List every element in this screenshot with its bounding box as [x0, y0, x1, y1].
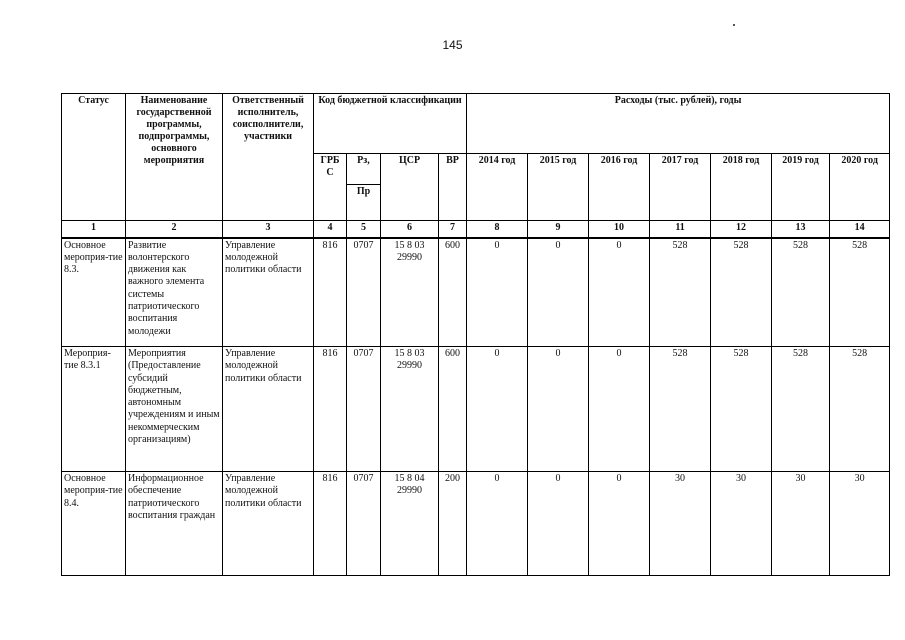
- row-value-2020: 528: [830, 238, 890, 347]
- header-year-2014: 2014 год: [467, 154, 528, 221]
- column-number: 1: [62, 221, 126, 238]
- row-vr: 600: [439, 347, 467, 472]
- row-vr: 200: [439, 472, 467, 576]
- row-csr: 15 8 04 29990: [381, 472, 439, 576]
- header-executor: Ответственный исполнитель, соисполнители, участники: [223, 94, 314, 221]
- row-value-2018: 30: [711, 472, 772, 576]
- header-name: Наименование государственной программы, подпрограммы, основного мероприятия: [126, 94, 223, 221]
- header-year-2015: 2015 год: [528, 154, 589, 221]
- row-status: Основное мероприя-тие 8.4.: [62, 472, 126, 576]
- row-grbs: 816: [314, 472, 347, 576]
- table-row: [62, 472, 890, 576]
- row-value-2017: 528: [650, 347, 711, 472]
- row-value-2019: 528: [772, 347, 830, 472]
- row-rzpr: 0707: [347, 347, 381, 472]
- column-number: 3: [223, 221, 314, 238]
- header-pr: Пр: [347, 185, 381, 221]
- row-value-2018: 528: [711, 347, 772, 472]
- header-year-2019: 2019 год: [772, 154, 830, 221]
- column-number: 14: [830, 221, 890, 238]
- row-rzpr: 0707: [347, 238, 381, 347]
- column-number: 11: [650, 221, 711, 238]
- row-value-2020: 30: [830, 472, 890, 576]
- row-value-2016: 0: [589, 238, 650, 347]
- column-number: 9: [528, 221, 589, 238]
- row-value-2015: 0: [528, 472, 589, 576]
- row-value-2016: 0: [589, 347, 650, 472]
- row-csr: 15 8 03 29990: [381, 238, 439, 347]
- row-vr: 600: [439, 238, 467, 347]
- column-number: 12: [711, 221, 772, 238]
- page-number: 145: [442, 38, 463, 52]
- table-row: [62, 347, 890, 472]
- row-status: Основное мероприя-тие 8.3.: [62, 238, 126, 347]
- row-value-2018: 528: [711, 238, 772, 347]
- row-executor: Управление молодежной политики области: [223, 347, 314, 472]
- scan-speck: [733, 24, 735, 26]
- column-number: 5: [347, 221, 381, 238]
- header-year-2017: 2017 год: [650, 154, 711, 221]
- header-year-2020: 2020 год: [830, 154, 890, 221]
- row-value-2014: 0: [467, 238, 528, 347]
- row-value-2017: 30: [650, 472, 711, 576]
- header-budget-code: Код бюджетной классификации: [314, 94, 467, 154]
- row-name: Информационное обеспечение патриотического воспитания граждан: [126, 472, 223, 576]
- column-number-row: [62, 221, 890, 238]
- column-number: 2: [126, 221, 223, 238]
- row-rzpr: 0707: [347, 472, 381, 576]
- row-name: Мероприятия (Предоставление субсидий бюджетным, автономным учреждениям и иным некоммерческим организациям): [126, 347, 223, 472]
- row-csr: 15 8 03 29990: [381, 347, 439, 472]
- row-value-2020: 528: [830, 347, 890, 472]
- row-grbs: 816: [314, 347, 347, 472]
- row-value-2019: 30: [772, 472, 830, 576]
- row-value-2014: 0: [467, 347, 528, 472]
- header-year-2016: 2016 год: [589, 154, 650, 221]
- row-value-2019: 528: [772, 238, 830, 347]
- column-number: 6: [381, 221, 439, 238]
- row-executor: Управление молодежной политики области: [223, 472, 314, 576]
- header-status: Статус: [62, 94, 126, 221]
- header-csr: ЦСР: [381, 154, 439, 221]
- row-value-2015: 0: [528, 238, 589, 347]
- header-expenses: Расходы (тыс. рублей), годы: [467, 94, 890, 154]
- header-grbs: ГРБ С: [314, 154, 347, 221]
- column-number: 8: [467, 221, 528, 238]
- column-number: 10: [589, 221, 650, 238]
- header-year-2018: 2018 год: [711, 154, 772, 221]
- row-value-2015: 0: [528, 347, 589, 472]
- row-value-2017: 528: [650, 238, 711, 347]
- row-status: Мероприя-тие 8.3.1: [62, 347, 126, 472]
- row-name: Развитие волонтерского движения как важного элемента системы патриотического воспитания молодежи: [126, 238, 223, 347]
- column-number: 4: [314, 221, 347, 238]
- column-number: 7: [439, 221, 467, 238]
- header-row-1: [62, 94, 890, 154]
- column-number: 13: [772, 221, 830, 238]
- header-vr: ВР: [439, 154, 467, 221]
- row-grbs: 816: [314, 238, 347, 347]
- row-executor: Управление молодежной политики области: [223, 238, 314, 347]
- row-value-2016: 0: [589, 472, 650, 576]
- table-row: [62, 238, 890, 347]
- row-value-2014: 0: [467, 472, 528, 576]
- budget-table: [61, 93, 890, 576]
- header-rz: Рз,: [347, 154, 381, 185]
